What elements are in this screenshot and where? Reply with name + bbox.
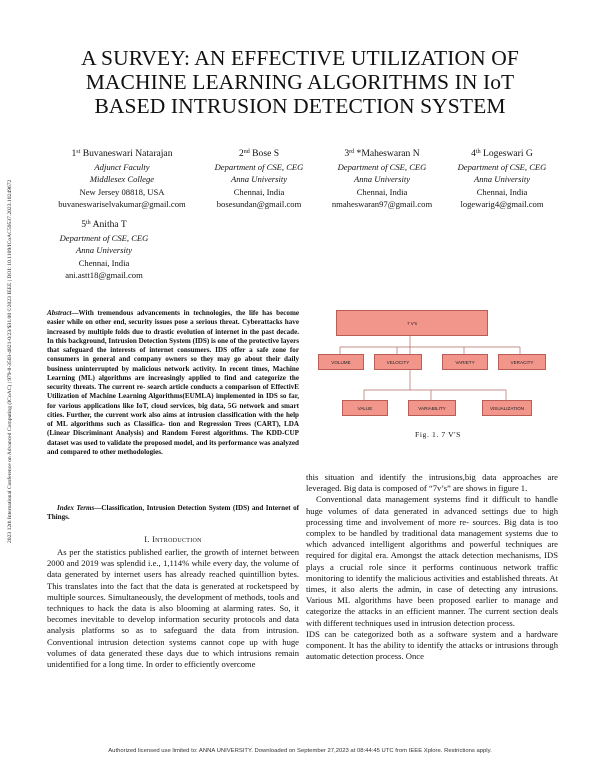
diagram-box-variability: VARIABILITY [408,400,456,416]
diagram-box-volume: VOLUME [318,354,364,370]
author-name: Buvaneswari Natarajan [82,148,173,159]
index-terms: Index Terms—Classification, Intrusion Detection System (IDS) and Internet of Things. [47,504,299,522]
paper-title [20,46,580,118]
column-1-body [47,547,299,670]
paragraph: Conventional data management systems find it difficult to handle huge volumes of data generated in advanced settings due to high processing time and involvement of more re- sources. Big data is too complex to be handled by traditional data management systems due to which advanced intelligent algorithms and powerful techniques are required for digital era. Amongst the attack detection mechanisms, IDS plays a crucial role since it performs continuous network traffic monitoring to identify the malicious activities and established threats. At times, it also alerts the admin, in case of detecting any intrusions. Various ML algorithms have been proposed earlier to manage and categorize the attacks in an efficient manner. The current section deals with different techniques used in intrusion detection process. [306,494,558,628]
author-name: Logeswari G [483,148,533,159]
diagram-box-variety: VARIETY [442,354,488,370]
title-line-3: BASED INTRUSION DETECTION SYSTEM [94,94,506,118]
figure-7vs-diagram [318,306,558,442]
abstract: Abstract—With tremendous advancements in technologies, the life has become easier while on other end, security issues pose a serious threat. Cyberattacks have increased by multiple folds due to drastic evolution of internet in the past decade. In this background, Intrusion Detection System (IDS) is one of the protective layers that safeguard the interests of internet consumers. IDS offer a safe zone for consumers in general and company owners so they may go about their daily business uninterrupted by malicious network activity. In recent times, Machine Learning (ML) algorithms are increasingly applied to find and categorize the security threats. The current re- search article conducts a comparison of EffectivE Utilization of Machine Learning Algorithms(EUMLA) implemented in IDS so far, for various applications like IoT, cloud services, big data, 5G network and smart cities. Further, the current work also aims at intrusion classification with the help of ML algorithms such as Classifica- tion and Regression Trees (CART), LDA (Linear Discriminant Analysis) and Random Forest algorithms. The KDD-CUP dataset was used to validate the proposed model, and its performance was analyzed and compared to other methodologies. [47,309,299,456]
author-1: 1st Buvaneswari Natarajan Adjunct Faculty Middlesex College New Jersey 08818, USA buvaneswariselvakumar@gmail.com [58,148,186,209]
paragraph: IDS can be categorized both as a software system and a hardware component. It has the ability to identify the attacks or intrusions through automatic detection process. Once [306,628,558,662]
diagram-root-box: 7 V's [336,310,488,336]
license-footer: Authorized licensed use limited to: ANNA UNIVERSITY. Downloaded on September 27,2023 at 08:44:45 UTC from IEEE Xplore. Restrictions apply. [108,748,492,754]
column-2-body [306,472,558,662]
author-email: logewarig4@gmail.com [460,199,544,209]
title-line-2: MACHINE LEARNING ALGORITHMS IN IoT [85,70,515,94]
author-email: buvaneswariselvakumar@gmail.com [58,199,186,209]
author-email: nmaheswaran97@gmail.com [331,199,433,209]
author-name: Bose S [252,148,280,159]
author-name: *Maheswaran N [356,148,420,159]
author-4: 4th Logeswari G Department of CSE, CEG Anna University Chennai, India logewarig4@gmail.com [444,148,560,211]
author-2: 2nd Bose S Department of CSE, CEG Anna University Chennai, India bosesundan@gmail.com [198,148,320,211]
author-name: Anitha T [92,219,127,230]
diagram-box-veracity: VERACITY [498,354,546,370]
doi-sidebar: 2023 12th International Conference on Advanced Computing (ICoAC) | 979-8-3503-4821-0/23/$31.00 ©2023 IEEE | DOI: 10.1109/ICoAC59537.2023.10249672 [7,179,13,543]
figure-caption: Fig. 1. 7 V'S [415,430,461,439]
paragraph: As per the statistics published earlier, the growth of internet between 2000 and 2019 was splendid i.e., 1,114% while every day, the volume of data generated by internet users has already reached quintillion bytes. This translates into the fact that the data is generated at rocketspeed by multiple sources. Simultaneously, the development of methods, tools and techniques to hack the data is also blooming at alarming rates. So, it becomes inevitable to develop information security protocols and data analysis platforms so as to safeguard the data from intrusion. Conventional intrusion detection systems cannot cope up with huge volumes of data generated these days due to which intrusions remain unidentified for a long time. In order to efficiently overcome [47,547,299,670]
author-3: 3rd *Maheswaran N Department of CSE, CEG Anna University Chennai, India nmaheswaran97@gmail.com [320,148,444,211]
author-5: 5th Anitha T Department of CSE, CEG Anna University Chennai, India ani.astt18@gmail.com [44,219,164,282]
author-email: bosesundan@gmail.com [216,199,302,209]
paragraph: this situation and identify the intrusions,big data approaches are leveraged. Big data is composed of “7v’s” are shows in figure 1. [306,472,558,494]
author-email: ani.astt18@gmail.com [65,270,143,280]
diagram-box-velocity: VELOCITY [374,354,422,370]
diagram-box-visualization: VISUALIZATION [482,400,532,416]
title-line-1: A SURVEY: AN EFFECTIVE UTILIZATION OF [81,46,519,70]
diagram-box-value: VALUE [342,400,388,416]
section-heading: I. Introduction [144,535,202,544]
